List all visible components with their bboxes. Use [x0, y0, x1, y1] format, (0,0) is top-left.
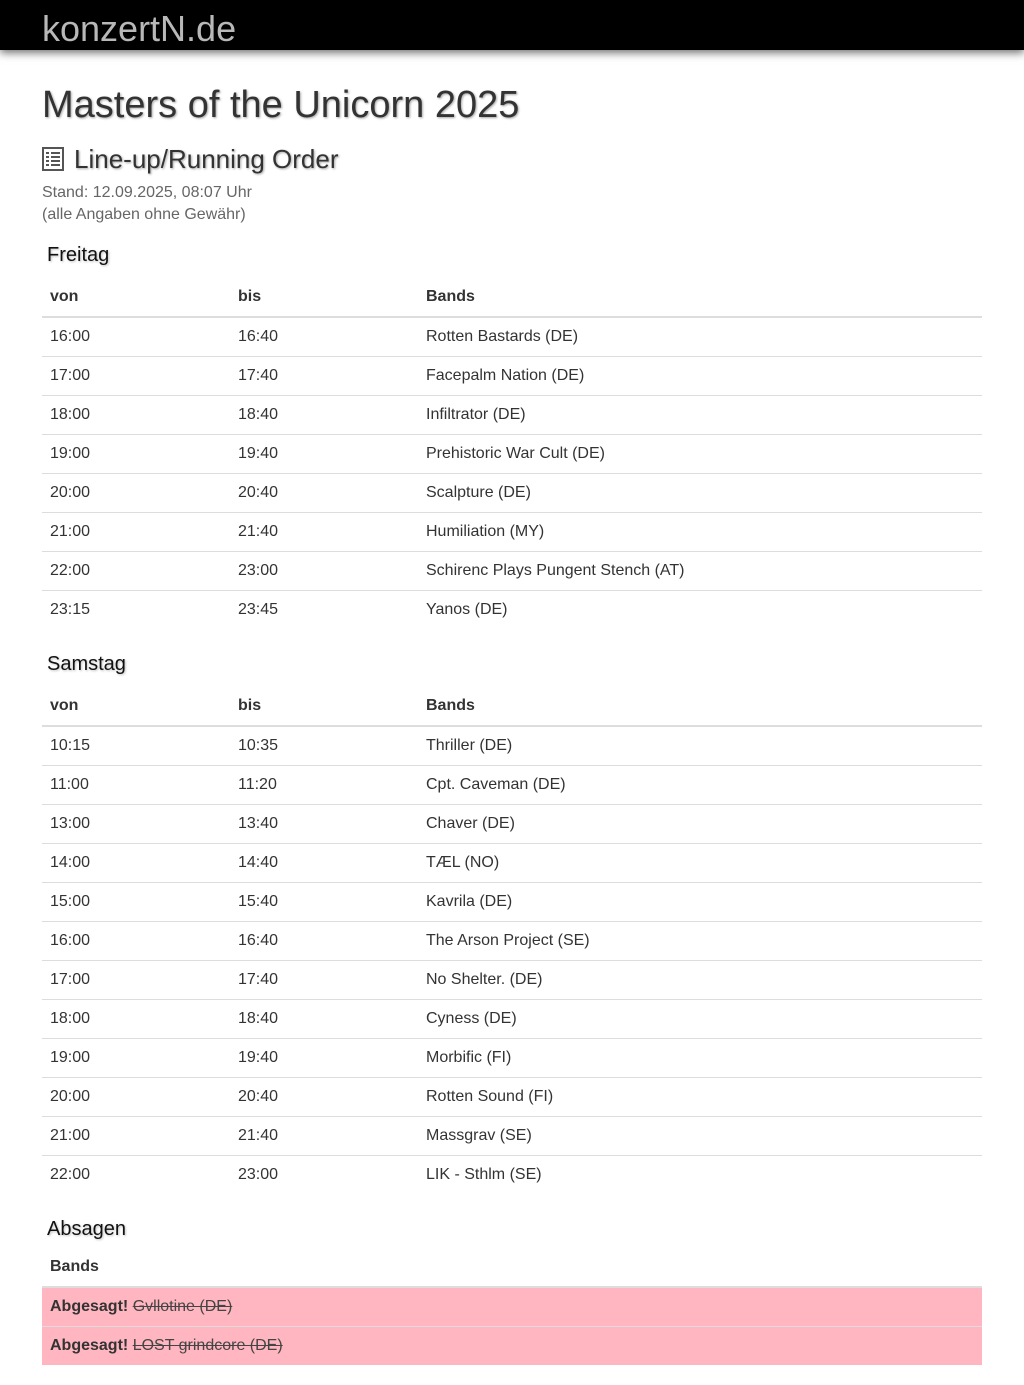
site-brand-link[interactable]: konzertN.de — [42, 8, 237, 49]
time-to: 17:40 — [230, 961, 418, 1000]
table-row — [42, 844, 982, 883]
cancelled-row — [42, 1327, 982, 1366]
table-row — [42, 396, 982, 435]
table-header-row — [42, 687, 982, 726]
band-name: The Arson Project (SE) — [418, 922, 982, 961]
disclaimer-text: (alle Angaben ohne Gewähr) — [42, 206, 246, 223]
band-name: Rotten Bastards (DE) — [426, 328, 579, 345]
cancellations-table — [42, 1248, 982, 1365]
time-to: 21:40 — [230, 1117, 418, 1156]
time-to: 21:40 — [230, 513, 418, 552]
time-from: 23:15 — [42, 591, 230, 630]
table-row — [42, 766, 982, 805]
time-from: 21:00 — [42, 513, 230, 552]
page-title: Masters of the Unicorn 2025 — [42, 84, 520, 126]
schedule-table-samstag — [42, 687, 982, 1194]
band-name: Cyness (DE) — [418, 1000, 982, 1039]
cancelled-cell — [42, 1327, 982, 1366]
time-from: 21:00 — [42, 1117, 230, 1156]
time-from: 20:00 — [42, 1078, 230, 1117]
cancelled-band-name: LOST grindcore (DE) — [132, 1337, 283, 1354]
meta-info — [42, 182, 252, 226]
column-header-bands: Bands — [418, 278, 982, 317]
table-row — [42, 357, 982, 396]
day-samstag — [42, 651, 982, 1194]
band-name: Facepalm Nation (DE) — [418, 357, 982, 396]
table-row — [42, 1039, 982, 1078]
time-from: 22:00 — [42, 1156, 230, 1195]
column-header-bis: bis — [230, 687, 418, 726]
time-to: 20:40 — [230, 1078, 418, 1117]
time-from: 16:00 — [50, 328, 91, 345]
time-from: 13:00 — [42, 805, 230, 844]
band-name: Kavrila (DE) — [418, 883, 982, 922]
list-icon — [42, 147, 64, 171]
cancelled-cell — [42, 1287, 982, 1327]
cancelled-row — [42, 1287, 982, 1327]
time-to: 10:35 — [238, 737, 279, 754]
time-to: 11:20 — [230, 766, 418, 805]
time-from: 18:00 — [42, 1000, 230, 1039]
band-name: Cpt. Caveman (DE) — [418, 766, 982, 805]
band-name: Schirenc Plays Pungent Stench (AT) — [418, 552, 982, 591]
time-from: 19:00 — [42, 1039, 230, 1078]
time-from: 17:00 — [42, 961, 230, 1000]
time-from: 19:00 — [42, 435, 230, 474]
table-row — [42, 317, 982, 357]
cancelled-label: Abgesagt! — [50, 1298, 129, 1315]
table-row — [42, 961, 982, 1000]
table-row — [42, 805, 982, 844]
table-row — [42, 922, 982, 961]
table-header-row — [42, 278, 982, 317]
table-row — [42, 1117, 982, 1156]
table-row — [42, 435, 982, 474]
column-header-bis: bis — [230, 278, 418, 317]
time-to: 17:40 — [230, 357, 418, 396]
time-to: 20:40 — [230, 474, 418, 513]
day-title-samstag: Samstag — [47, 653, 126, 675]
time-from: 20:00 — [42, 474, 230, 513]
time-to: 16:40 — [230, 922, 418, 961]
navbar — [0, 0, 1024, 50]
band-name: Massgrav (SE) — [418, 1117, 982, 1156]
cancellations — [42, 1216, 982, 1365]
band-name: LIK - Sthlm (SE) — [418, 1156, 982, 1195]
table-row — [42, 591, 982, 630]
schedule-table-freitag — [42, 278, 982, 629]
section-title: Line-up/Running Order — [74, 144, 339, 174]
column-header-bands: Bands — [418, 687, 982, 726]
table-row — [42, 513, 982, 552]
band-name: Humiliation (MY) — [418, 513, 982, 552]
cancelled-label: Abgesagt! — [50, 1337, 129, 1354]
table-row — [42, 1156, 982, 1195]
band-name: Morbific (FI) — [418, 1039, 982, 1078]
time-to: 15:40 — [230, 883, 418, 922]
time-from: 15:00 — [42, 883, 230, 922]
band-name: No Shelter. (DE) — [418, 961, 982, 1000]
band-name: Rotten Sound (FI) — [418, 1078, 982, 1117]
column-header-von: von — [42, 278, 230, 317]
column-header-von: von — [42, 687, 230, 726]
time-to: 14:40 — [230, 844, 418, 883]
table-row — [42, 726, 982, 766]
time-to: 13:40 — [230, 805, 418, 844]
time-to: 19:40 — [230, 435, 418, 474]
time-from: 10:15 — [50, 737, 91, 754]
table-row — [42, 1078, 982, 1117]
band-name: Chaver (DE) — [418, 805, 982, 844]
band-name: Prehistoric War Cult (DE) — [418, 435, 982, 474]
time-to: 18:40 — [230, 1000, 418, 1039]
stand-text: Stand: 12.09.2025, 08:07 Uhr — [42, 184, 252, 201]
band-name: Infiltrator (DE) — [418, 396, 982, 435]
band-name: TÆL (NO) — [418, 844, 982, 883]
time-from: 14:00 — [42, 844, 230, 883]
column-header-bands: Bands — [42, 1248, 982, 1287]
time-to: 19:40 — [230, 1039, 418, 1078]
band-name: Thriller (DE) — [426, 737, 513, 754]
time-from: 22:00 — [42, 552, 230, 591]
time-from: 17:00 — [42, 357, 230, 396]
table-header-row — [42, 1248, 982, 1287]
time-from: 16:00 — [42, 922, 230, 961]
section-header — [42, 143, 339, 175]
band-name: Scalpture (DE) — [418, 474, 982, 513]
time-to: 23:45 — [230, 591, 418, 630]
table-row — [42, 883, 982, 922]
time-from: 11:00 — [42, 766, 230, 805]
time-to: 23:00 — [230, 552, 418, 591]
table-row — [42, 474, 982, 513]
table-row — [42, 552, 982, 591]
band-name: Yanos (DE) — [418, 591, 982, 630]
time-to: 23:00 — [230, 1156, 418, 1195]
cancelled-band-name: Gvllotine (DE) — [132, 1298, 233, 1315]
day-freitag — [42, 242, 982, 629]
time-to: 18:40 — [230, 396, 418, 435]
time-to: 16:40 — [238, 328, 279, 345]
table-row — [42, 1000, 982, 1039]
cancellations-title: Absagen — [47, 1218, 126, 1240]
day-title-freitag: Freitag — [47, 244, 110, 266]
time-from: 18:00 — [42, 396, 230, 435]
